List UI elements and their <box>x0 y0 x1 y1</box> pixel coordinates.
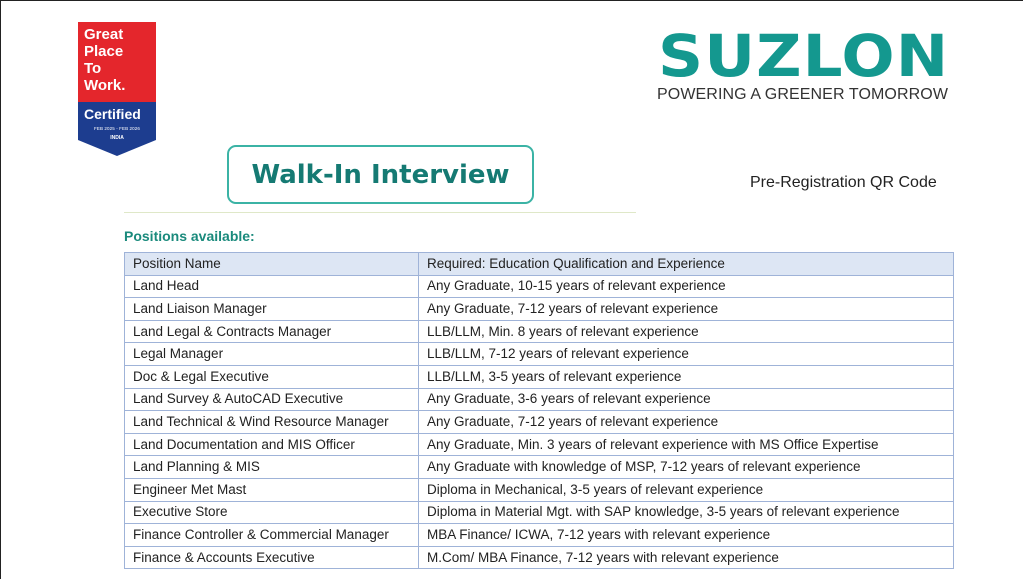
table-row <box>125 456 954 479</box>
table-row <box>125 524 954 547</box>
position-requirement: LLB/LLM, 7-12 years of relevant experience <box>419 343 954 366</box>
table-row <box>125 501 954 524</box>
positions-heading: Positions available: <box>124 228 255 244</box>
position-name: Land Head <box>125 275 419 298</box>
position-requirement: Any Graduate, Min. 3 years of relevant experience with MS Office Expertise <box>419 433 954 456</box>
table-row <box>125 546 954 569</box>
table-row <box>125 365 954 388</box>
badge-line: Work. <box>84 77 126 94</box>
position-requirement: Any Graduate, 10-15 years of relevant experience <box>419 275 954 298</box>
position-name: Land Documentation and MIS Officer <box>125 433 419 456</box>
table-row <box>125 275 954 298</box>
position-requirement: Diploma in Material Mgt. with SAP knowledge, 3-5 years of relevant experience <box>419 501 954 524</box>
table-row <box>125 298 954 321</box>
suzlon-logo: SUZLON <box>658 22 950 90</box>
position-name: Land Planning & MIS <box>125 456 419 479</box>
position-name: Land Legal & Contracts Manager <box>125 320 419 343</box>
great-place-to-work-badge <box>78 22 156 156</box>
logo-tagline: POWERING A GREENER TOMORROW <box>657 86 949 103</box>
position-name: Doc & Legal Executive <box>125 365 419 388</box>
position-requirement: Any Graduate, 7-12 years of relevant experience <box>419 298 954 321</box>
badge-title <box>84 26 154 94</box>
divider <box>124 212 636 213</box>
position-requirement: LLB/LLM, Min. 8 years of relevant experience <box>419 320 954 343</box>
badge-country: INDIA <box>110 135 124 141</box>
positions-table <box>124 252 954 569</box>
position-requirement: MBA Finance/ ICWA, 7-12 years with relevant experience <box>419 524 954 547</box>
badge-certified: Certified <box>84 106 141 122</box>
position-name: Land Technical & Wind Resource Manager <box>125 411 419 434</box>
position-requirement: Diploma in Mechanical, 3-5 years of relevant experience <box>419 478 954 501</box>
position-name: Finance & Accounts Executive <box>125 546 419 569</box>
badge-dates: FEB 2025 - FEB 2026 <box>94 126 140 131</box>
badge-line: Great <box>84 26 124 43</box>
position-requirement: Any Graduate, 3-6 years of relevant experience <box>419 388 954 411</box>
position-name: Land Liaison Manager <box>125 298 419 321</box>
position-requirement: LLB/LLM, 3-5 years of relevant experience <box>419 365 954 388</box>
table-header-row <box>125 253 954 276</box>
badge-line: Place <box>84 43 124 60</box>
table-row <box>125 478 954 501</box>
walk-in-interview-title: Walk-In Interview <box>227 145 534 204</box>
table-row <box>125 343 954 366</box>
qr-code-label: Pre-Registration QR Code <box>750 174 937 191</box>
badge-line: To <box>84 60 102 77</box>
position-name: Land Survey & AutoCAD Executive <box>125 388 419 411</box>
table-row <box>125 411 954 434</box>
position-name: Finance Controller & Commercial Manager <box>125 524 419 547</box>
table-row <box>125 320 954 343</box>
column-header-position: Position Name <box>125 253 419 276</box>
position-requirement: M.Com/ MBA Finance, 7-12 years with relevant experience <box>419 546 954 569</box>
table-row <box>125 388 954 411</box>
position-requirement: Any Graduate with knowledge of MSP, 7-12 years of relevant experience <box>419 456 954 479</box>
position-name: Engineer Met Mast <box>125 478 419 501</box>
position-name: Legal Manager <box>125 343 419 366</box>
table-row <box>125 433 954 456</box>
position-name: Executive Store <box>125 501 419 524</box>
column-header-requirements: Required: Education Qualification and Experience <box>419 253 954 276</box>
position-requirement: Any Graduate, 7-12 years of relevant experience <box>419 411 954 434</box>
